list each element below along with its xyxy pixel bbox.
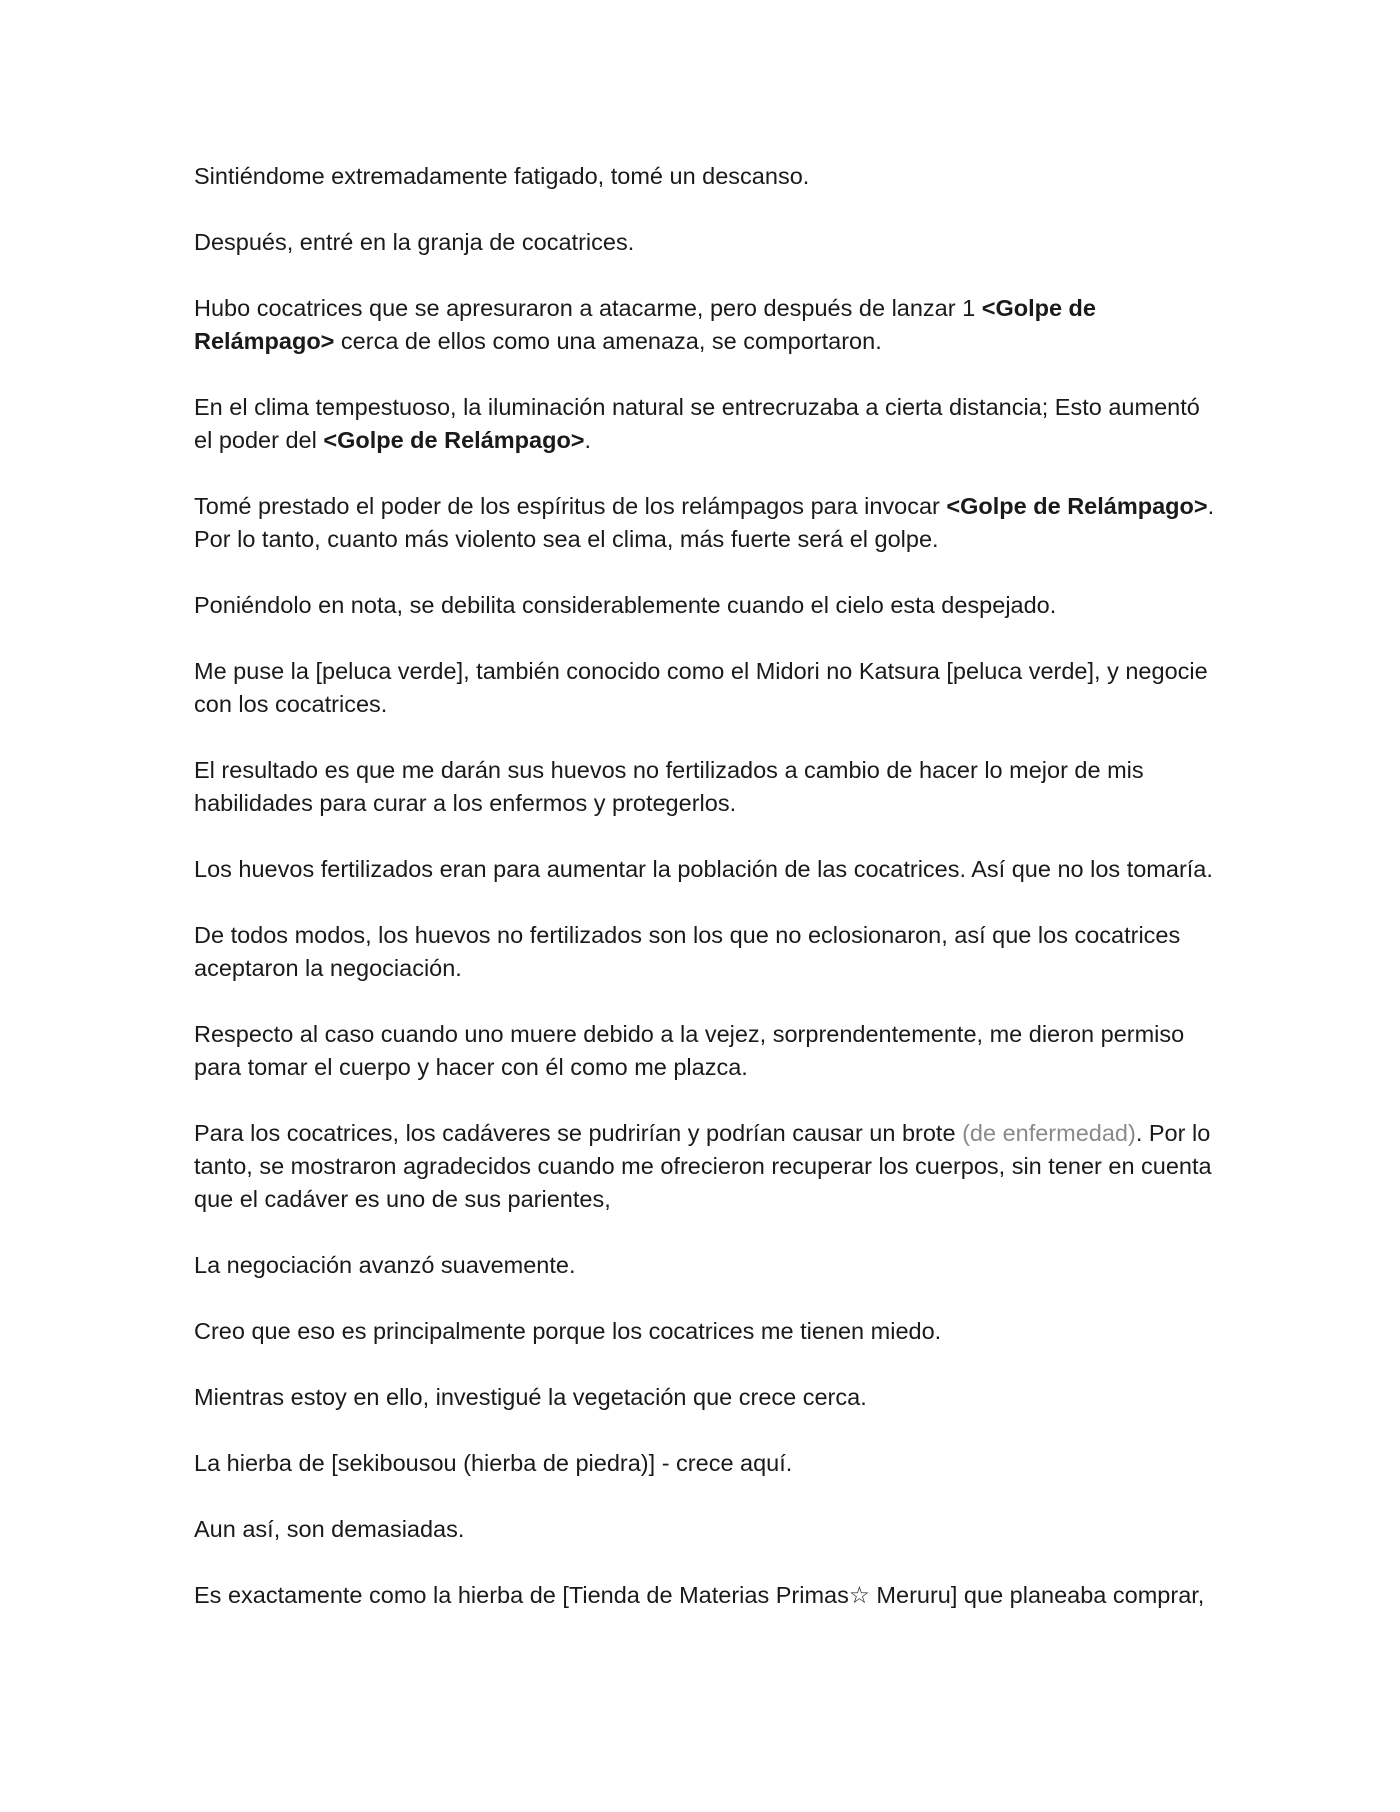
paragraph-18: [194, 1579, 1224, 1612]
paragraph-text: Es exactamente como la hierba de [Tienda de Materias Primas☆ Meruru] que planeaba comprar,: [194, 1582, 1205, 1608]
skill-name-bold: <Golpe de Relámpago>: [323, 427, 585, 453]
paragraph-text: Aun así, son demasiadas.: [194, 1516, 465, 1542]
paragraph-text: Respecto al caso cuando uno muere debido a la vejez, sorprendentemente, me dieron permiso para tomar el cuerpo y hacer con él como me plazca.: [194, 1021, 1185, 1080]
paragraph-text: La negociación avanzó suavemente.: [194, 1252, 576, 1278]
paragraph-text: Después, entré en la granja de cocatrices.: [194, 229, 635, 255]
skill-name-bold: <Golpe de Relámpago>: [194, 295, 1096, 354]
paragraph-6: [194, 589, 1224, 622]
paragraph-3: [194, 292, 1224, 358]
paragraph-14: [194, 1315, 1224, 1348]
paragraph-1: [194, 160, 1224, 193]
paragraph-text: Poniéndolo en nota, se debilita considerablemente cuando el cielo esta despejado.: [194, 592, 1057, 618]
paragraph-text: De todos modos, los huevos no fertilizados son los que no eclosionaron, así que los cocatrices aceptaron la negociación.: [194, 922, 1181, 981]
paragraph-text: Sintiéndome extremadamente fatigado, tomé un descanso.: [194, 163, 810, 189]
paragraph-text: En el clima tempestuoso, la iluminación natural se entrecruzaba a cierta distancia; Esto aumentó el poder del: [194, 394, 1200, 453]
paragraph-text: La hierba de [sekibousou (hierba de piedra)] - crece aquí.: [194, 1450, 793, 1476]
paragraph-10: [194, 919, 1224, 985]
paragraph-text: cerca de ellos como una amenaza, se comportaron.: [334, 328, 882, 354]
paragraph-15: [194, 1381, 1224, 1414]
paragraph-7: [194, 655, 1224, 721]
paragraph-12: [194, 1117, 1224, 1216]
paragraph-9: [194, 853, 1224, 886]
paragraph-17: [194, 1513, 1224, 1546]
paragraph-2: [194, 226, 1224, 259]
paragraph-text: Los huevos fertilizados eran para aumentar la población de las cocatrices. Así que no los tomaría.: [194, 856, 1213, 882]
paragraph-text: .: [584, 427, 592, 453]
translator-note-gray: (de enfermedad): [962, 1120, 1136, 1146]
paragraph-text: El resultado es que me darán sus huevos no fertilizados a cambio de hacer lo mejor de mis habilidades para curar a los enfermos y protegerlos.: [194, 757, 1144, 816]
paragraph-8: [194, 754, 1224, 820]
paragraph-text: Para los cocatrices, los cadáveres se pudrirían y podrían causar un brote: [194, 1120, 963, 1146]
paragraph-5: [194, 490, 1224, 556]
paragraph-13: [194, 1249, 1224, 1282]
skill-name-bold: <Golpe de Relámpago>: [946, 493, 1208, 519]
paragraph-text: Hubo cocatrices que se apresuraron a atacarme, pero después de lanzar 1: [194, 295, 982, 321]
paragraph-text: Me puse la [peluca verde], también conocido como el Midori no Katsura [peluca verde], y negocie con los cocatrices.: [194, 658, 1208, 717]
document-page: [194, 160, 1224, 1645]
paragraph-16: [194, 1447, 1224, 1480]
paragraph-text: Tomé prestado el poder de los espíritus de los relámpagos para invocar: [194, 493, 947, 519]
paragraph-4: [194, 391, 1224, 457]
paragraph-11: [194, 1018, 1224, 1084]
paragraph-text: Creo que eso es principalmente porque los cocatrices me tienen miedo.: [194, 1318, 942, 1344]
paragraph-text: . Por lo tanto, se mostraron agradecidos cuando me ofrecieron recuperar los cuerpos, sin tener en cuenta que el cadáver es uno de sus parientes,: [194, 1120, 1212, 1212]
paragraph-text: . Por lo tanto, cuanto más violento sea el clima, más fuerte será el golpe.: [194, 493, 1215, 552]
paragraph-text: Mientras estoy en ello, investigué la vegetación que crece cerca.: [194, 1384, 867, 1410]
